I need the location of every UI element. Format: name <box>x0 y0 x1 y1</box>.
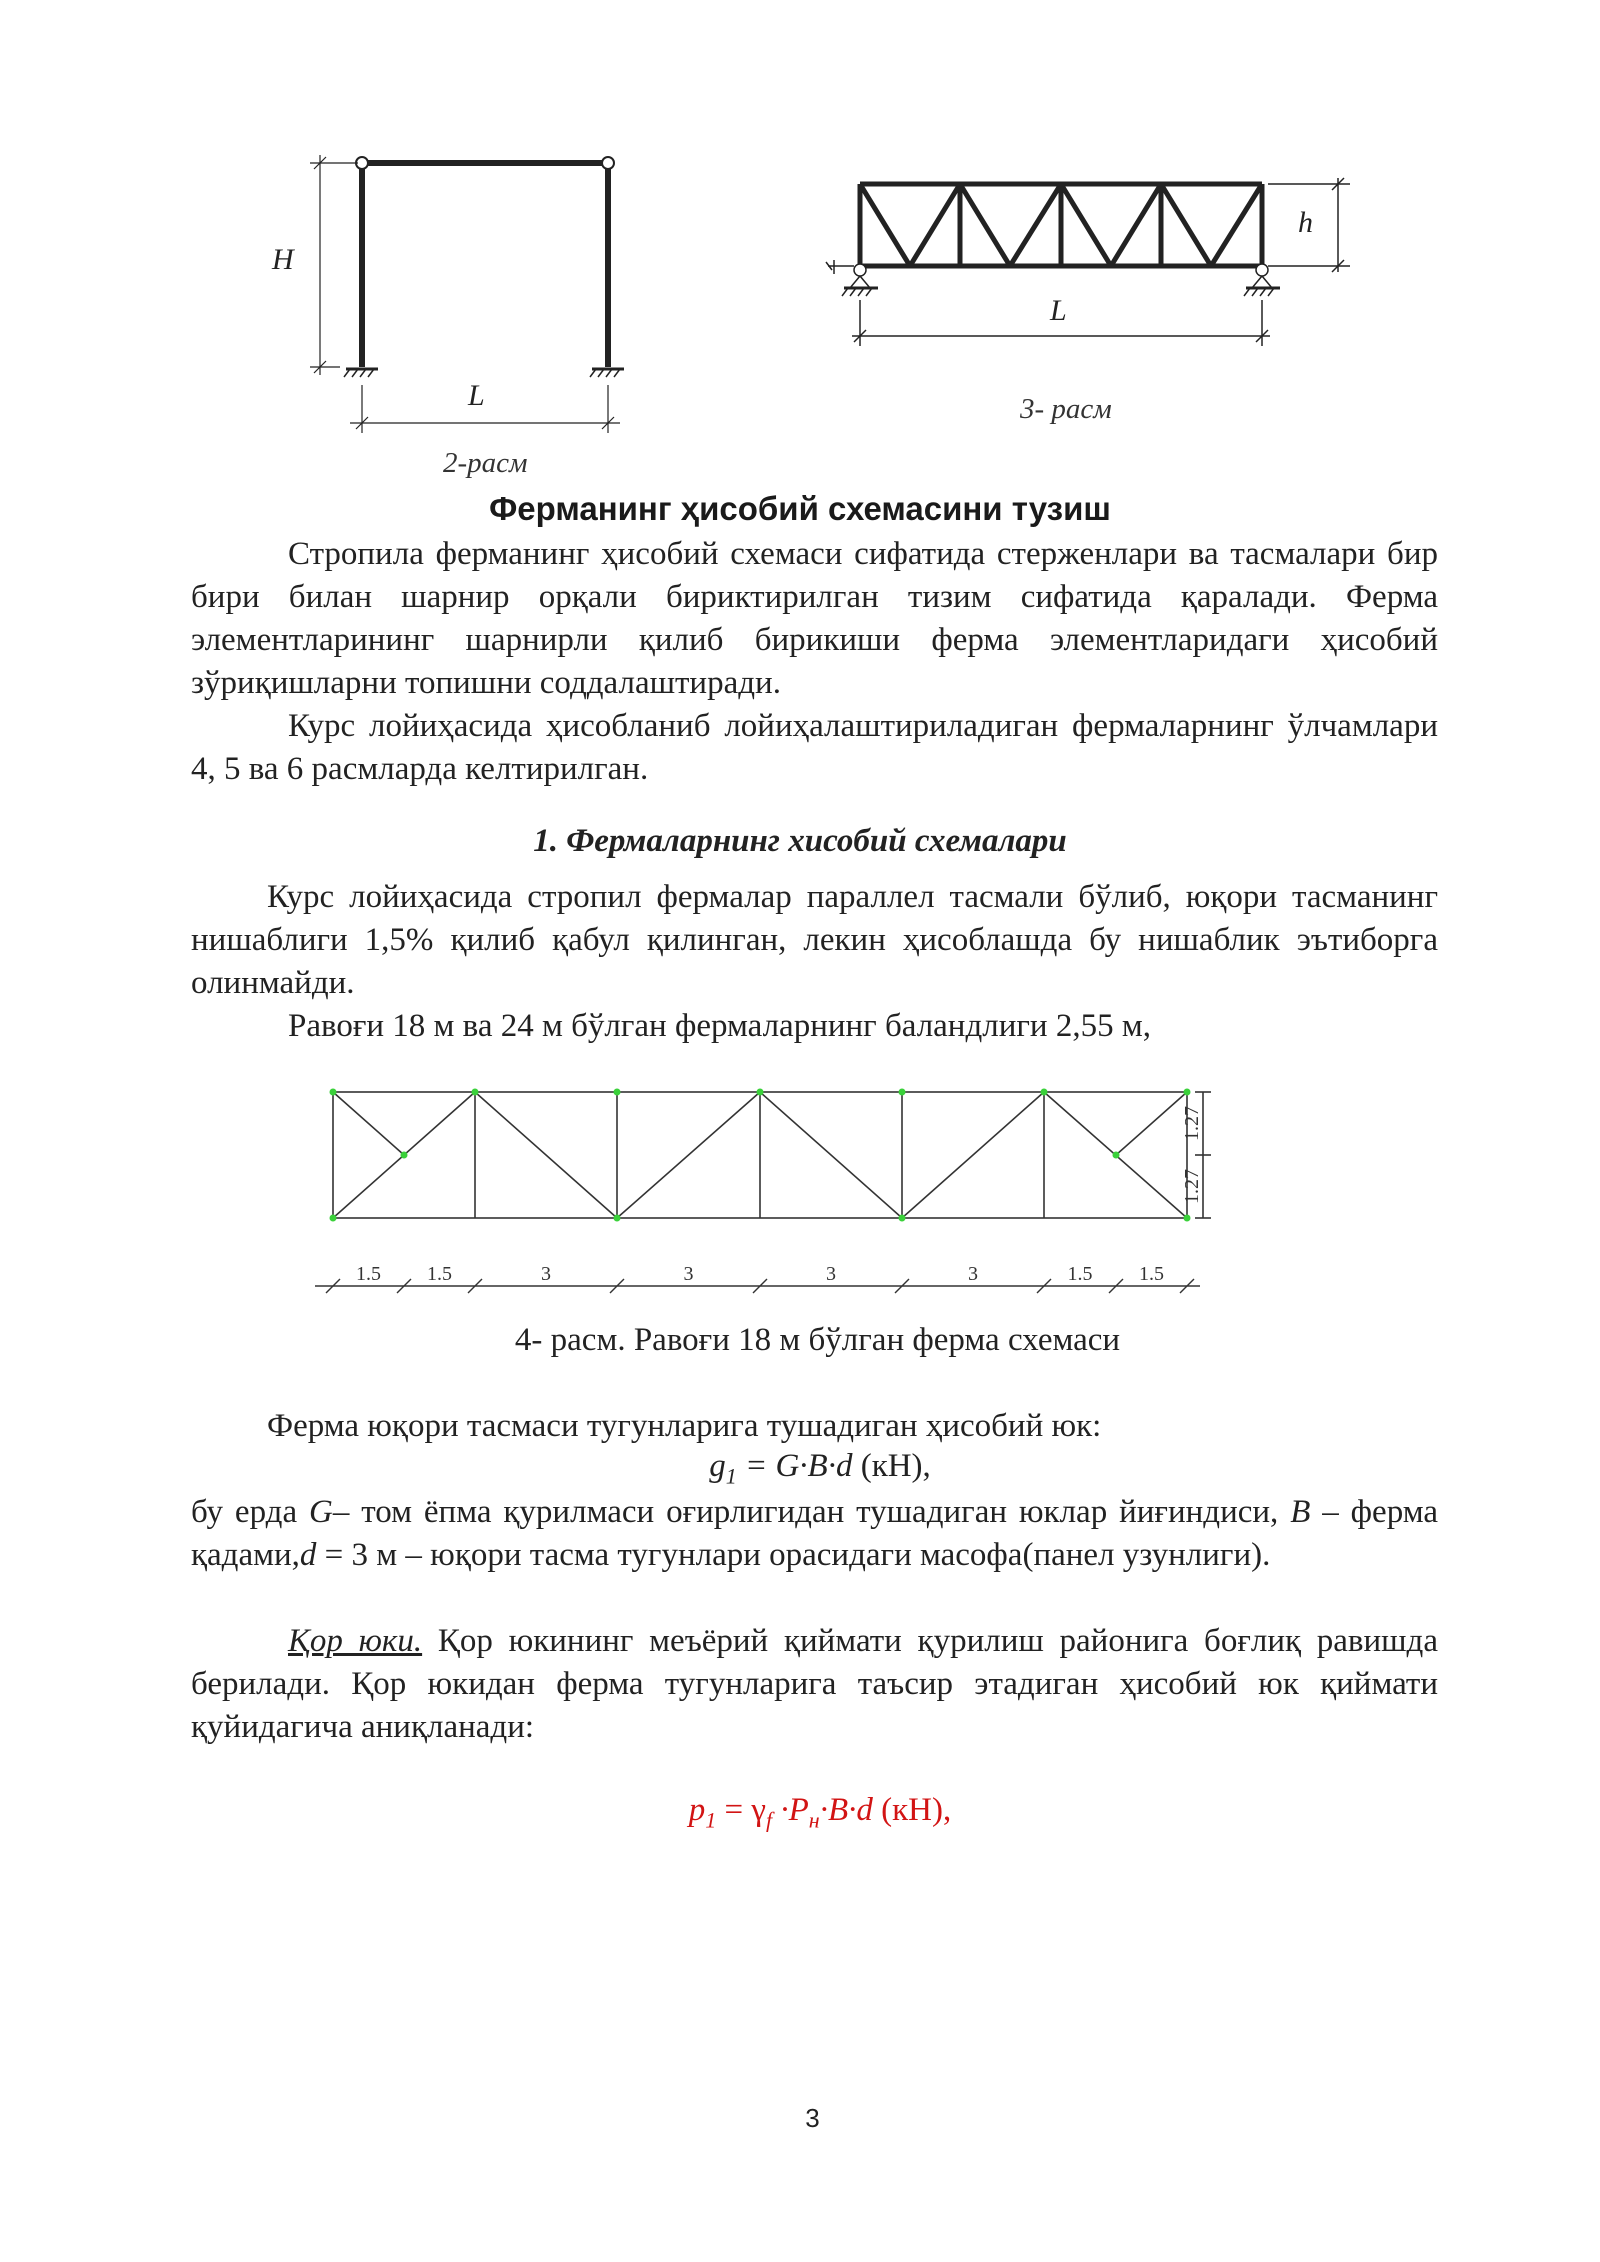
formula-gamma: = γ <box>716 1792 766 1828</box>
truss-label-L: L <box>1050 294 1067 327</box>
paragraph-2: Курс лойиҳасида ҳисобланиб лойиҳалаштириладиган фермаларнинг ўлчамлари 4, 5 ва 6 расмларда келтирилган. <box>191 708 1438 787</box>
formula-p-unit: (кН), <box>872 1792 952 1828</box>
p6-text-2: – том ёпма қурилмаси оғирлигидан тушадиган юклар йиғиндиси, <box>332 1494 1291 1530</box>
formula-P-symbol: ·P <box>772 1792 809 1828</box>
figure-3-caption: 3- расм <box>1020 393 1112 425</box>
dimension-label: 3 <box>541 1263 551 1285</box>
formula-p-rest: ·B·d <box>819 1792 873 1828</box>
side-dimension-label: 1.27 <box>1181 1169 1203 1204</box>
section-heading: Ферманинг ҳисобий схемасини тузиш <box>489 490 1111 527</box>
dimension-label: 3 <box>683 1263 694 1285</box>
figure-4-truss-scheme <box>315 1080 1305 1310</box>
formula-g-symbol: g <box>709 1448 726 1484</box>
dimension-label: 3 <box>826 1263 836 1285</box>
formula-p-subscript: 1 <box>705 1807 717 1833</box>
paragraph-7 <box>191 1620 1438 1749</box>
dimension-label: 1.5 <box>356 1263 381 1285</box>
formula-g-subscript: 1 <box>725 1463 737 1489</box>
paragraph-3: Курс лойиҳасида стропил фермалар параллел тасмали бўлиб, юқори тасманинг нишаблиги 1,5% қилиб қабул қилинган, лекин ҳисоблашда бу нишаблик эътиборга олинмайди. <box>191 879 1438 1001</box>
formula-gamma-subscript: f <box>765 1807 773 1833</box>
truss-label-h: h <box>1298 206 1313 239</box>
frame-label-H: H <box>272 243 294 276</box>
p6-text-3: – ферма қадами, <box>191 1494 1438 1573</box>
paragraph-6 <box>191 1491 1438 1577</box>
formula-g1 <box>20 1448 1600 1490</box>
frame-label-L: L <box>468 379 485 412</box>
page-number: 3 <box>805 2103 820 2133</box>
paragraph-1: Стропила ферманинг ҳисобий схемаси сифатида стерженлари ва тасмалари бир бири билан шарнир орқали бириктирилган тизим сифатида қаралади. Ферма элементларининг шарнирли қилиб бирикиши ферма элементларидаги ҳисобий зўриқишларни топишни соддалаштиради. <box>191 536 1438 701</box>
p6-text-1: бу ерда <box>191 1494 309 1530</box>
figure-2-frame-diagram <box>250 145 670 485</box>
formula-p1 <box>20 1792 1600 1834</box>
p6-symbol-d: d <box>299 1537 317 1573</box>
side-dimension-label: 1.27 <box>1181 1106 1203 1141</box>
formula-g-unit: (кН), <box>852 1448 931 1484</box>
snow-load-term: Қор юки. <box>288 1623 423 1659</box>
dimension-label: 1.5 <box>1067 1263 1093 1285</box>
formula-P-subscript: н <box>808 1807 820 1833</box>
dimension-label: 3 <box>968 1263 978 1285</box>
p6-symbol-G: G <box>309 1494 333 1530</box>
figure-2-caption: 2-расм <box>443 447 528 479</box>
p6-symbol-B: B <box>1290 1494 1311 1530</box>
figure-4-caption: 4- расм. Равоғи 18 м бўлган ферма схемаси <box>514 1322 1121 1358</box>
paragraph-4: Равоғи 18 м ва 24 м бўлган фермаларнинг баландлиги 2,55 м, <box>288 1008 1151 1044</box>
figure-3-truss-diagram <box>820 170 1360 360</box>
p6-text-4: = 3 м – юқори тасма тугунлари орасидаги масофа(панел узунлиги). <box>316 1537 1271 1573</box>
paragraph-5: Ферма юқори тасмаси тугунларига тушадиган ҳисобий юк: <box>267 1408 1102 1444</box>
dimension-label: 1.5 <box>1139 1263 1164 1285</box>
formula-g-rhs: = G·B·d <box>736 1448 853 1484</box>
subheading: 1. Фермаларнинг хисобий схемалари <box>533 823 1067 859</box>
dimension-label: 1.5 <box>427 1263 452 1285</box>
formula-p-symbol: p <box>688 1792 706 1828</box>
p7-text: Қор юкининг меъёрий қиймати қурилиш районига боғлиқ равишда берилади. Қор юкидан ферма тугунларига таъсир этадиган ҳисобий юк қиймати қуйидагича аниқланади: <box>191 1623 1438 1745</box>
